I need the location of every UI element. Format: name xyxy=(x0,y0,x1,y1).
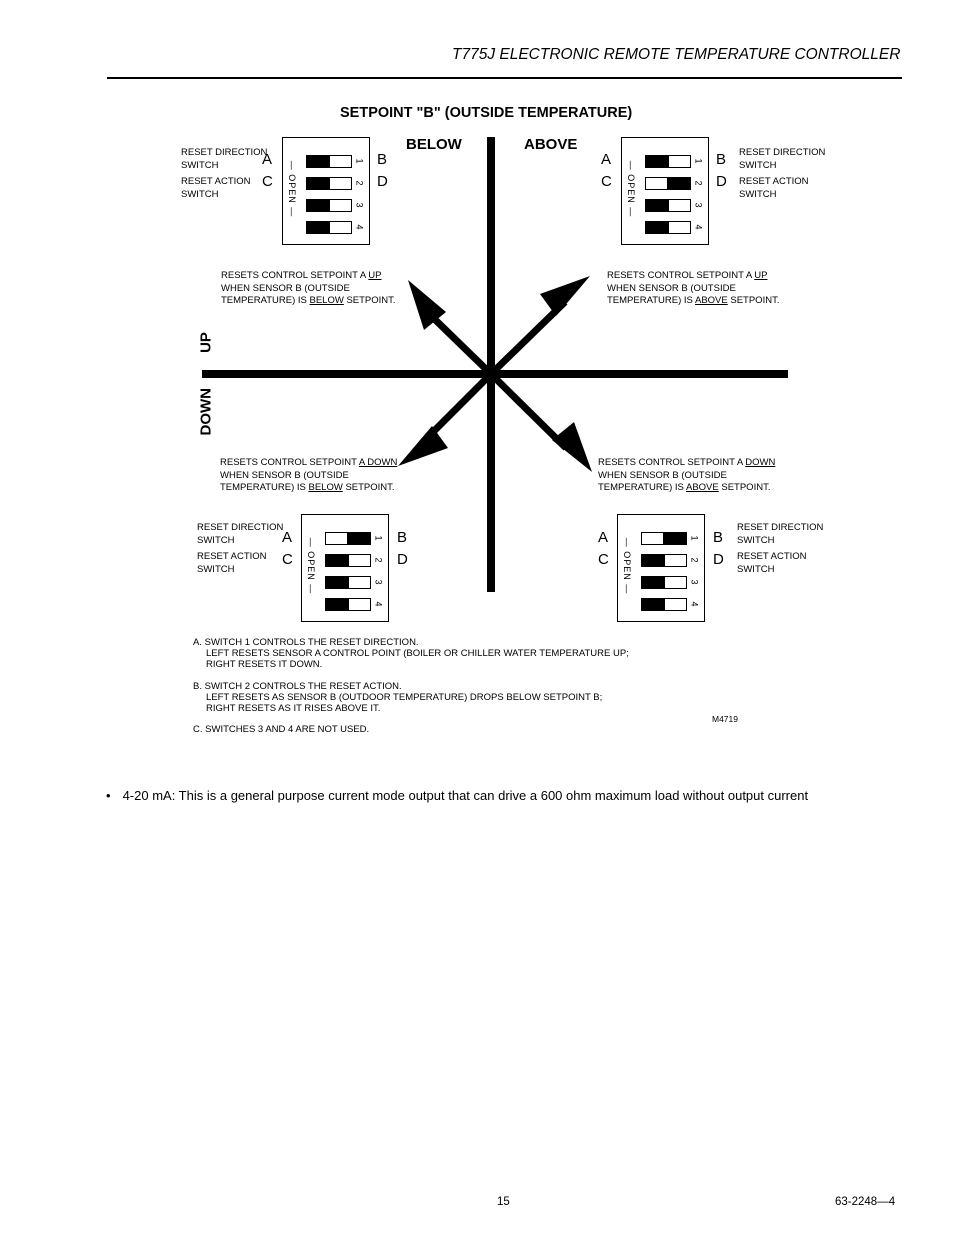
letter-c: C xyxy=(282,551,293,568)
switch-number: 3 xyxy=(354,202,365,208)
letter-d: D xyxy=(397,551,408,568)
switch-number: 3 xyxy=(689,579,700,585)
letter-a: A xyxy=(601,151,612,168)
arrow-down-above xyxy=(491,374,566,448)
open-label: — OPEN — xyxy=(622,537,632,595)
switch-number: 4 xyxy=(689,601,700,607)
bullet-glyph: • xyxy=(106,788,111,803)
switch-3[interactable] xyxy=(645,199,691,212)
dip-switch-up-above xyxy=(621,137,709,245)
dip-switch-down-below xyxy=(301,514,389,622)
switch-number: 4 xyxy=(693,224,704,230)
below-label: BELOW xyxy=(406,136,462,153)
switch-number: 2 xyxy=(693,180,704,186)
bullet-paragraph xyxy=(106,788,808,803)
switch-number: 1 xyxy=(689,535,700,541)
letter-a: A xyxy=(262,151,273,168)
letter-c: C xyxy=(598,551,609,568)
switch-3[interactable] xyxy=(325,576,371,589)
figure-title: SETPOINT "B" (OUTSIDE TEMPERATURE) xyxy=(340,105,633,121)
switch-number: 2 xyxy=(354,180,365,186)
switch-number: 1 xyxy=(373,535,384,541)
bullet-text: 4-20 mA: This is a general purpose current mode output that can drive a 600 ohm maximum load without output current xyxy=(122,788,809,803)
reset-direction-label: RESET DIRECTION SWITCH xyxy=(197,522,284,546)
letter-b: B xyxy=(716,151,727,168)
quadrant-text-down-above: RESETS CONTROL SETPOINT A DOWN WHEN SENSOR B (OUTSIDE TEMPERATURE) IS ABOVE SETPOINT. xyxy=(598,457,776,493)
letter-b: B xyxy=(713,529,724,546)
switch-4[interactable] xyxy=(645,221,691,234)
letter-b: B xyxy=(377,151,388,168)
open-label: — OPEN — xyxy=(287,160,297,218)
switch-2[interactable] xyxy=(325,554,371,567)
letter-b: B xyxy=(397,529,408,546)
switch-4[interactable] xyxy=(325,598,371,611)
letter-c: C xyxy=(601,173,612,190)
switch-2[interactable] xyxy=(641,554,687,567)
up-label: UP xyxy=(197,332,215,353)
switch-1[interactable] xyxy=(325,532,371,545)
switch-4[interactable] xyxy=(306,221,352,234)
quadrant-text-down-below: RESETS CONTROL SETPOINT A DOWN WHEN SENSOR B (OUTSIDE TEMPERATURE) IS BELOW SETPOINT. xyxy=(220,457,398,493)
reset-action-label: RESET ACTION SWITCH xyxy=(739,176,809,200)
letter-d: D xyxy=(716,173,727,190)
note-b: B. SWITCH 2 CONTROLS THE RESET ACTION. LEFT RESETS AS SENSOR B (OUTDOOR TEMPERATURE) DROPS BELOW SETPOINT B; RIGHT RESETS AS IT RISES ABOVE IT. xyxy=(193,681,603,714)
reset-action-label: RESET ACTION SWITCH xyxy=(197,551,267,575)
switch-number: 2 xyxy=(689,557,700,563)
open-label: — OPEN — xyxy=(626,160,636,218)
letter-d: D xyxy=(377,173,388,190)
document-header-title: T775J ELECTRONIC REMOTE TEMPERATURE CONTROLLER xyxy=(452,46,901,63)
switch-1[interactable] xyxy=(641,532,687,545)
switch-3[interactable] xyxy=(641,576,687,589)
switch-3[interactable] xyxy=(306,199,352,212)
reset-direction-label: RESET DIRECTION SWITCH xyxy=(181,147,268,171)
figure-id: M4719 xyxy=(712,714,738,724)
open-label: — OPEN — xyxy=(306,537,316,595)
switch-number: 3 xyxy=(373,579,384,585)
reset-action-label: RESET ACTION SWITCH xyxy=(737,551,807,575)
vertical-axis xyxy=(487,137,495,592)
switch-number: 1 xyxy=(354,158,365,164)
quadrant-text-up-below: RESETS CONTROL SETPOINT A UP WHEN SENSOR B (OUTSIDE TEMPERATURE) IS BELOW SETPOINT. xyxy=(221,270,396,306)
document-number: 63-2248—4 xyxy=(835,1196,896,1208)
switch-number: 3 xyxy=(693,202,704,208)
dip-switch-up-below xyxy=(282,137,370,245)
switch-1[interactable] xyxy=(306,155,352,168)
letter-a: A xyxy=(282,529,293,546)
page-number: 15 xyxy=(497,1196,510,1208)
letter-c: C xyxy=(262,173,273,190)
above-label: ABOVE xyxy=(524,136,578,153)
note-c: C. SWITCHES 3 AND 4 ARE NOT USED. xyxy=(193,724,370,735)
switch-2[interactable] xyxy=(645,177,691,190)
reset-direction-label: RESET DIRECTION SWITCH xyxy=(739,147,826,171)
note-a: A. SWITCH 1 CONTROLS THE RESET DIRECTION. LEFT RESETS SENSOR A CONTROL POINT (BOILER OR CHILLER WATER TEMPERATURE UP; RIGHT RESETS IT DOWN. xyxy=(193,637,629,670)
switch-1[interactable] xyxy=(645,155,691,168)
switch-2[interactable] xyxy=(306,177,352,190)
reset-direction-label: RESET DIRECTION SWITCH xyxy=(737,522,824,546)
switch-number: 2 xyxy=(373,557,384,563)
reset-action-label: RESET ACTION SWITCH xyxy=(181,176,251,200)
dip-switch-down-above xyxy=(617,514,705,622)
letter-a: A xyxy=(598,529,609,546)
switch-number: 4 xyxy=(354,224,365,230)
switch-number: 4 xyxy=(373,601,384,607)
switch-number: 1 xyxy=(693,158,704,164)
switch-4[interactable] xyxy=(641,598,687,611)
down-label: DOWN xyxy=(197,388,215,436)
letter-d: D xyxy=(713,551,724,568)
quadrant-text-up-above: RESETS CONTROL SETPOINT A UP WHEN SENSOR B (OUTSIDE TEMPERATURE) IS ABOVE SETPOINT. xyxy=(607,270,780,306)
